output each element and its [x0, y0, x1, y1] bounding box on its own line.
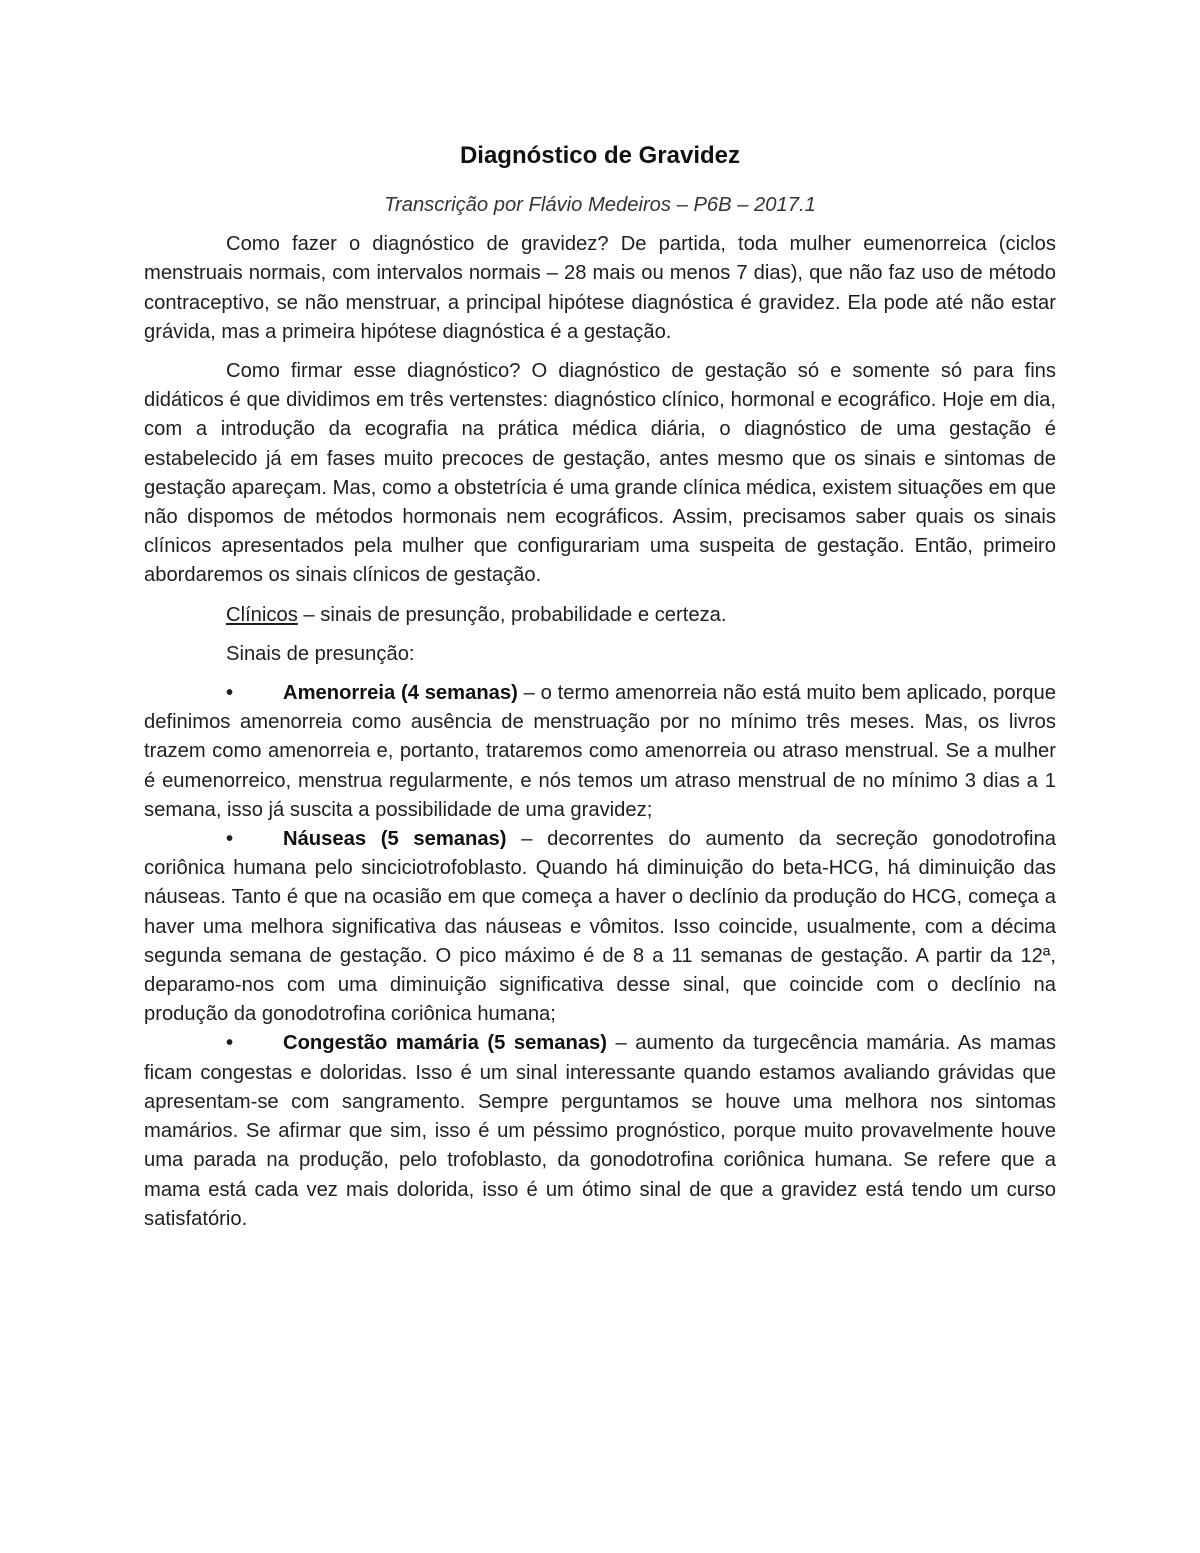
list-item-text: – aumento da turgecência mamária. As mamas ficam congestas e doloridas. Isso é um sinal interessante quando estamos avaliando grávidas que apresentam-se com sangramento. Sempre perguntamos se houve uma melhora nos sintomas mamários. Se afirmar que sim, isso é um péssimo prognóstico, porque muito provavelmente houve uma parada na produção, pelo trofoblasto, da gonodotrofina coriônica humana. Se refere que a mama está cada vez mais dolorida, isso é um ótimo sinal de que a gravidez está tendo um curso satisfatório.	[144, 1032, 1056, 1230]
paragraph-diagnosis: Como firmar esse diagnóstico? O diagnóstico de gestação só e somente só para fins didáticos é que dividimos em três vertenstes: diagnóstico clínico, hormonal e ecográfico. Hoje em dia, com a introdução da ecografia na prática médica diária, o diagnóstico de uma gestação é estabelecido já em fases muito precoces de gestação, antes mesmo que os sinais e sintomas de gestação apareçam. Mas, como a obstetrícia é uma grande clínica médica, existem situações em que não dispomos de métodos hormonais nem ecográficos. Assim, precisamos saber quais os sinais clínicos apresentados pela mulher que configurariam uma suspeita de gestação. Então, primeiro abordaremos os sinais clínicos de gestação.	[144, 360, 1056, 587]
list-item	[144, 1029, 1056, 1233]
paragraph-intro: Como fazer o diagnóstico de gravidez? De partida, toda mulher eumenorreica (ciclos menstruais normais, com intervalos normais – 28 mais ou menos 7 dias), que não faz uso de método contraceptivo, se não menstruar, a principal hipótese diagnóstica é gravidez. Ela pode até não estar grávida, mas a primeira hipótese diagnóstica é a gestação.	[144, 233, 1056, 343]
list-item	[144, 679, 1056, 825]
clinicos-line	[144, 601, 1056, 630]
bullet-icon: •	[226, 828, 234, 851]
clinicos-description: – sinais de presunção, probabilidade e certeza.	[297, 603, 727, 626]
bullet-icon: •	[226, 682, 234, 705]
list-item	[144, 825, 1056, 1029]
presuncao-list	[144, 679, 1056, 1234]
list-item-term: Náuseas (5 semanas)	[283, 828, 507, 851]
document-page	[144, 140, 1056, 1234]
document-title: Diagnóstico de Gravidez	[459, 142, 741, 169]
list-item-text: – decorrentes do aumento da secreção gonodotrofina coriônica humana pelo sinciciotrofoblasto. Quando há diminuição do beta-HCG, há diminuição das náuseas. Tanto é que na ocasião em que começa a haver o declínio da produção do HCG, começa a haver uma melhora significativa das náuseas e vômitos. Isso coincide, usualmente, com a décima segunda semana de gestação. O pico máximo é de 8 a 11 semanas de gestação. A partir da 12ª, deparamo-nos com uma diminuição significativa desse sinal, que coincide com o declínio na produção da gonodotrofina coriônica humana;	[144, 828, 1056, 1026]
clinicos-label: Clínicos	[226, 603, 298, 626]
list-item-term: Amenorreia (4 semanas)	[283, 682, 518, 705]
presuncao-heading: Sinais de presunção:	[226, 642, 415, 665]
list-item-term: Congestão mamária (5 semanas)	[283, 1032, 607, 1055]
list-item-text: – o termo amenorreia não está muito bem aplicado, porque definimos amenorreia como ausência de menstruação por no mínimo três meses. Mas, os livros trazem como amenorreia e, portanto, trataremos como amenorreia ou atraso menstrual. Se a mulher é eumenorreico, menstrua regularmente, e nós temos um atraso menstrual de no mínimo 3 dias a 1 semana, isso já suscita a possibilidade de uma gravidez;	[144, 682, 1056, 821]
bullet-icon: •	[226, 1032, 234, 1055]
document-subtitle: Transcrição por Flávio Medeiros – P6B – 2017.1	[384, 194, 816, 216]
